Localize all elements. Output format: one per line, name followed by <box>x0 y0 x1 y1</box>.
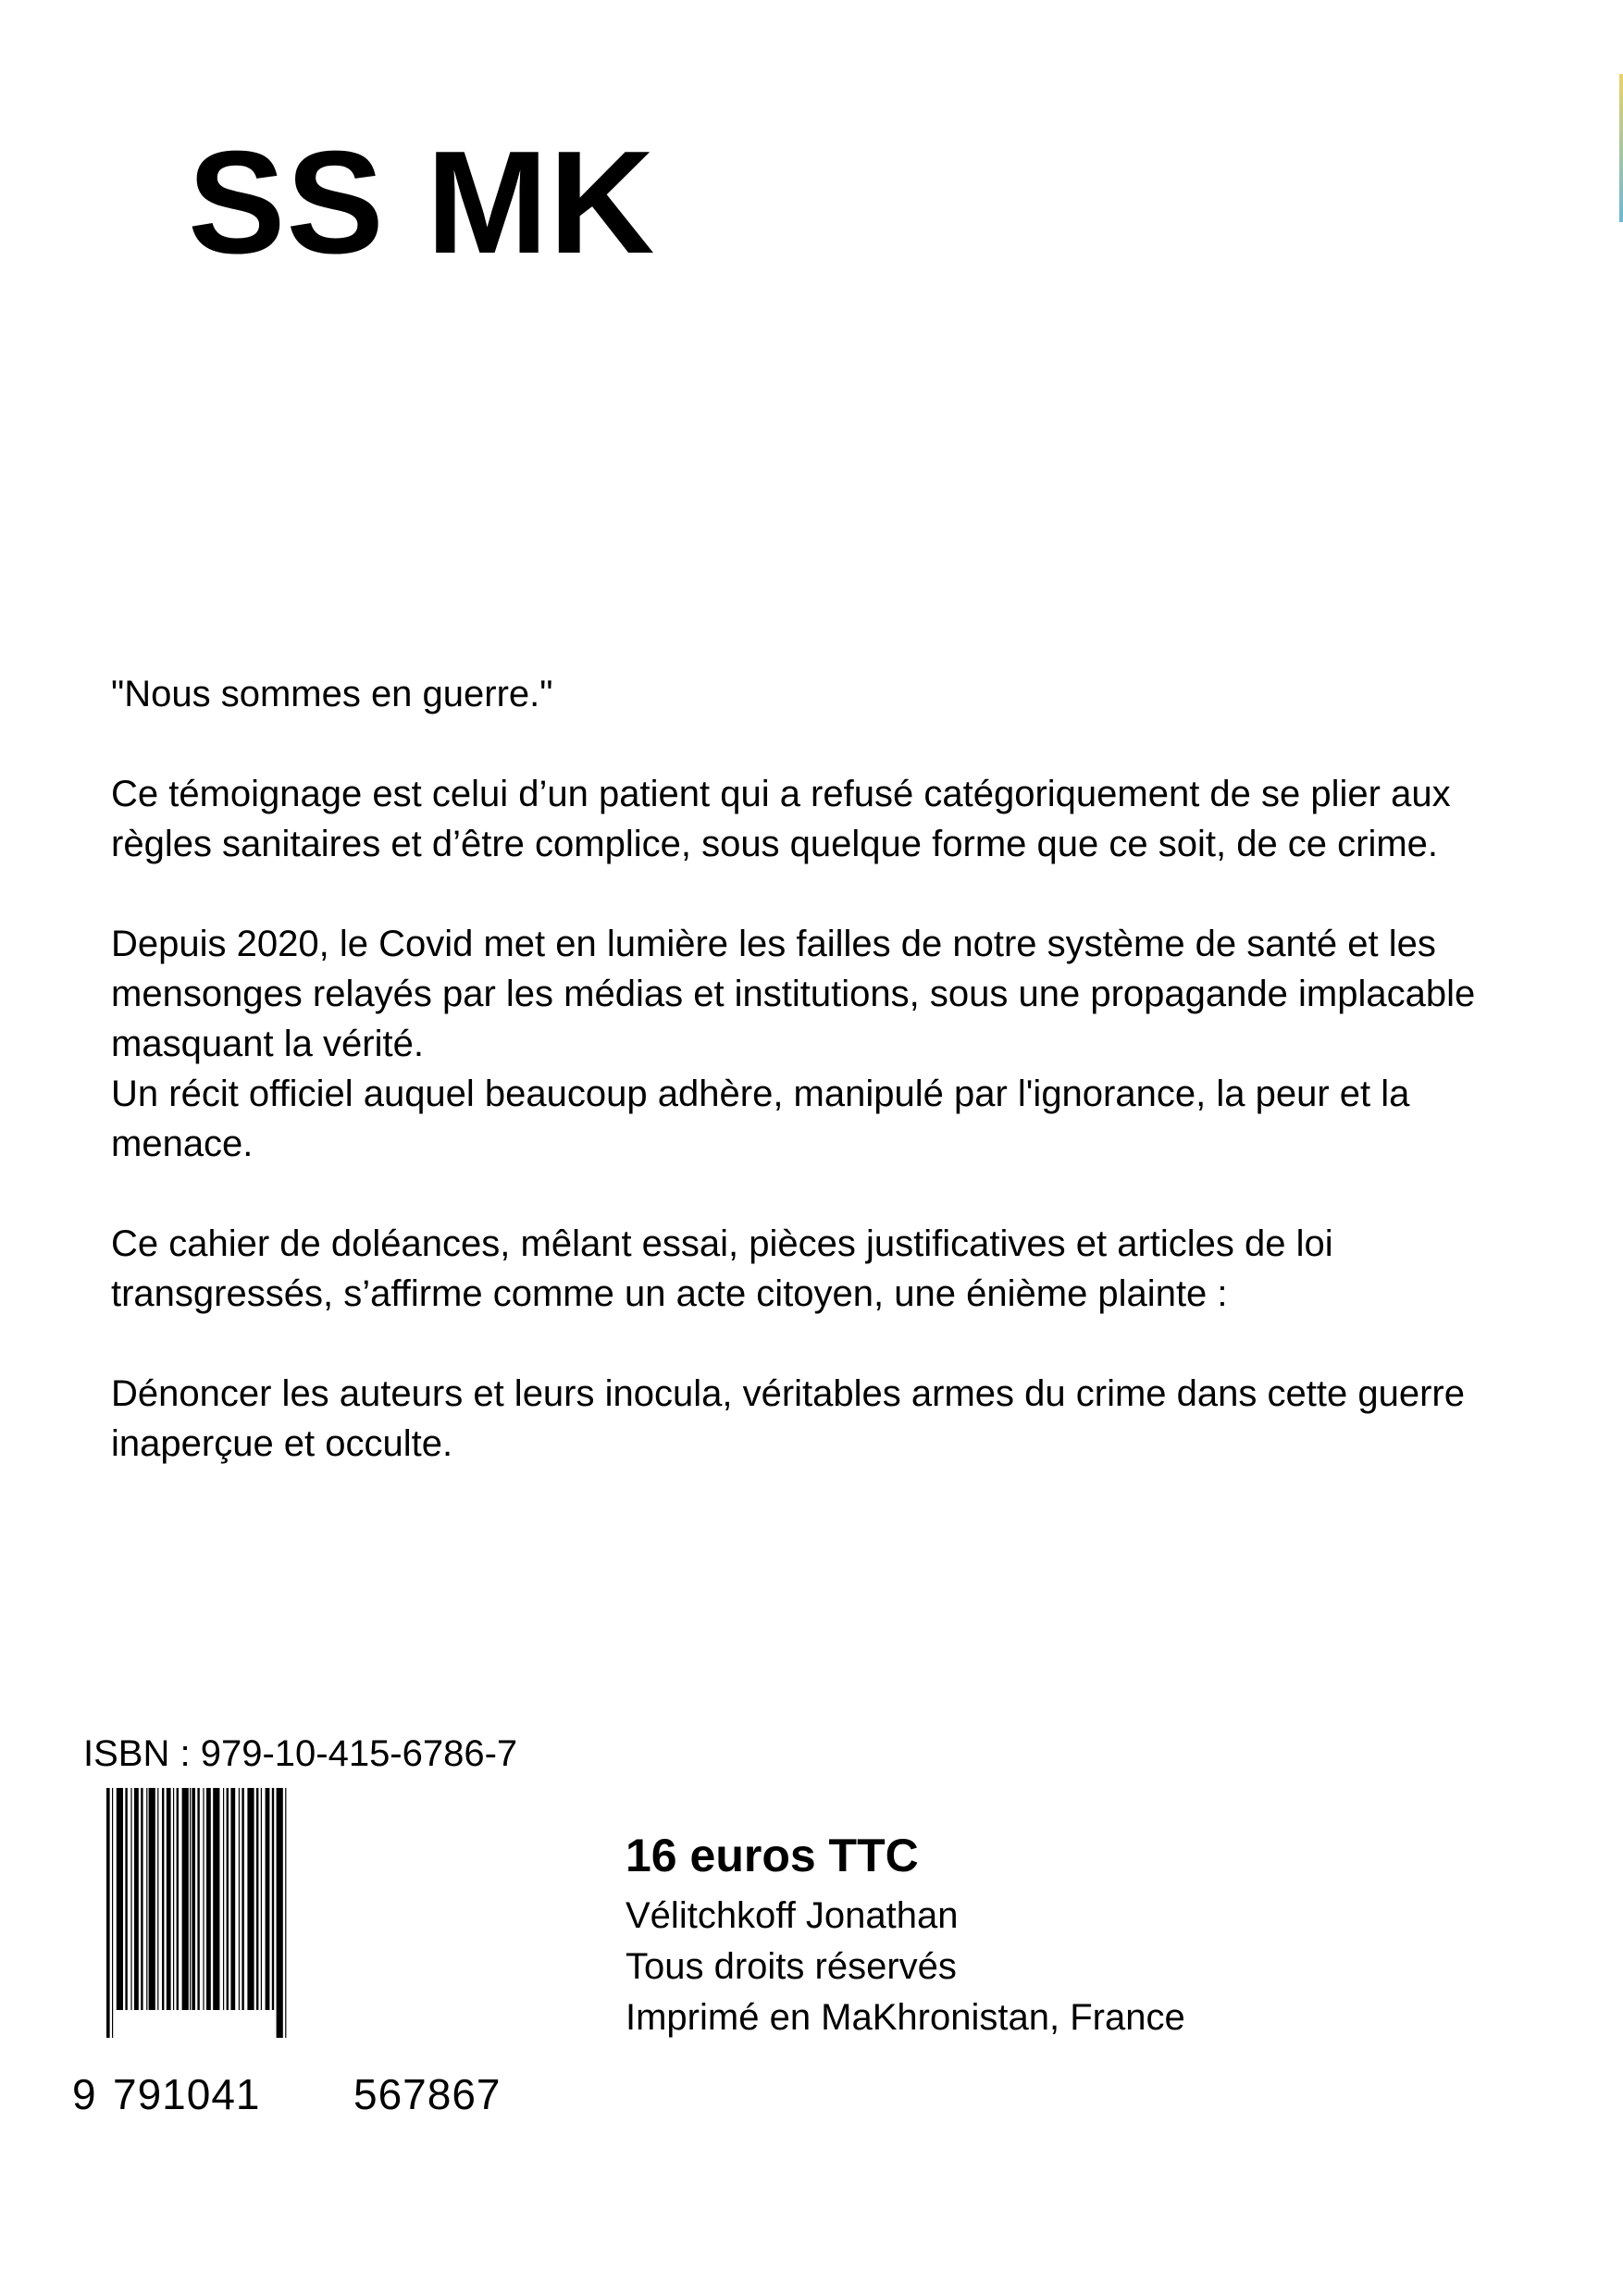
blurb-quote: "Nous sommes en guerre." <box>111 674 553 714</box>
barcode-bar <box>125 1788 127 2010</box>
barcode-bar <box>242 1788 243 2010</box>
printing-location: Imprimé en MaKhronistan, France <box>626 1997 1185 2038</box>
barcode-bar <box>261 1788 262 2010</box>
imprint-block <box>626 1891 1185 2043</box>
book-title: SS MK <box>188 121 656 284</box>
isbn-label: ISBN : 979-10-415-6786-7 <box>83 1733 518 1774</box>
barcode-bar <box>272 1788 274 2010</box>
blurb-paragraph: Ce témoignage est celui d’un patient qui a refusé catégoriquement de se plier aux règles sanitaires et d’être complice, sous quelque forme que ce soit, de ce crime. <box>111 774 1451 864</box>
barcode-bar <box>146 1788 147 2010</box>
barcode-bar <box>277 1788 283 2038</box>
barcode-bar <box>112 1788 113 2038</box>
barcode-bar <box>230 1788 235 2010</box>
barcode-bar <box>141 1788 142 2010</box>
barcode-bar <box>266 1788 270 2010</box>
barcode-bar <box>182 1788 189 2010</box>
barcode-bar <box>149 1788 155 2010</box>
barcode-bar <box>227 1788 229 2010</box>
barcode-bar <box>192 1788 195 2010</box>
blurb-paragraph: Depuis 2020, le Covid met en lumière les failles de notre système de santé et les mensonges relayés par les médias et institutions, sous une propagande implacable masquant la vérité. <box>111 924 1476 1064</box>
barcode-bar <box>106 1788 110 2038</box>
barcode-bar <box>239 1788 240 2010</box>
blurb-paragraph: Un récit officiel auquel beaucoup adhère, manipulé par l'ignorance, la peur et la menace. <box>111 1074 1410 1164</box>
barcode-bar <box>134 1788 139 2010</box>
barcode-first-digit: 9 <box>72 2070 97 2118</box>
rights-notice: Tous droits réservés <box>626 1946 957 1987</box>
barcode-left-digits: 791041 <box>113 2070 261 2118</box>
price: 16 euros TTC <box>626 1830 919 1881</box>
barcode-bar <box>157 1788 158 2010</box>
barcode-icon <box>106 1788 551 2047</box>
barcode-bar <box>167 1788 171 2010</box>
author-name: Vélitchkoff Jonathan <box>626 1895 959 1936</box>
barcode-bar <box>190 1788 191 2010</box>
barcode-right-digits: 567867 <box>353 2070 502 2118</box>
barcode-bar <box>256 1788 258 2010</box>
barcode-bar <box>213 1788 219 2010</box>
blurb-paragraph: Dénoncer les auteurs et leurs inocula, véritables armes du crime dans cette guerre inaperçue et occulte. <box>111 1373 1465 1464</box>
barcode-bar <box>130 1788 131 2010</box>
barcode-bar <box>203 1788 204 2010</box>
barcode-bar <box>162 1788 164 2010</box>
barcode-bar <box>223 1788 224 2010</box>
blurb-paragraph: Ce cahier de doléances, mêlant essai, pièces justificatives et articles de loi transgressés, s’affirme comme un acte citoyen, une énième plainte : <box>111 1223 1333 1314</box>
barcode-bar <box>173 1788 174 2010</box>
barcode-bar <box>247 1788 254 2010</box>
barcode-bar <box>197 1788 199 2010</box>
barcode-bar <box>117 1788 123 2010</box>
barcode-bar <box>285 1788 286 2038</box>
back-cover-blurb <box>111 669 1518 1469</box>
barcode-bar <box>206 1788 211 2010</box>
edge-color-mark <box>1619 74 1623 222</box>
barcode-bar <box>177 1788 179 2010</box>
